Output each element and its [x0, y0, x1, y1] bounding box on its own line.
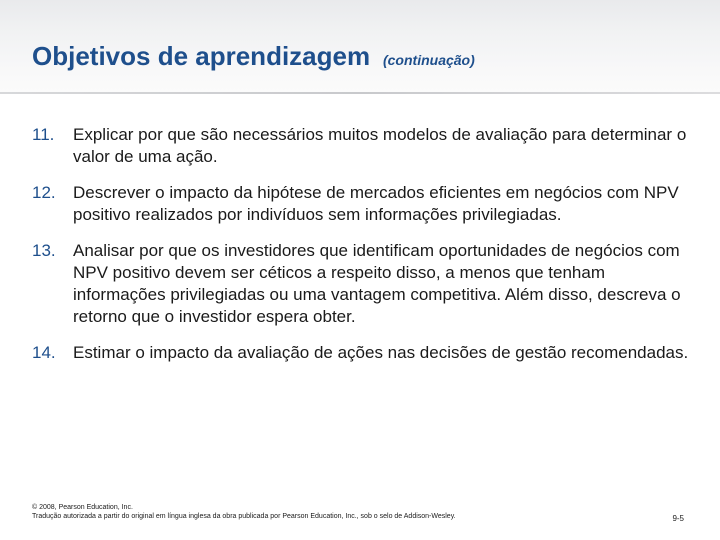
footer-copyright	[32, 503, 456, 521]
objective-text: Estimar o impacto da avaliação de ações nas decisões de gestão recomendadas.	[73, 343, 689, 362]
objective-number: 14.	[32, 343, 56, 362]
objective-number: 12.	[32, 183, 56, 202]
slide-title	[32, 36, 475, 73]
objective-text: Analisar por que os investidores que identificam oportunidades de negócios com NPV positivo devem ser céticos a respeito disso, a menos que tenham informações privilegiadas ou uma vantagem competitiva. Além disso, descreva o retorno que o investidor espera obter.	[73, 241, 681, 326]
header-divider	[0, 92, 720, 94]
objective-item-13	[32, 240, 692, 328]
objective-item-11	[32, 124, 692, 168]
title-main: Objetivos de aprendizagem	[32, 41, 371, 71]
objective-number: 11.	[32, 125, 55, 144]
copyright-line: © 2008, Pearson Education, Inc.	[32, 504, 133, 511]
objective-text: Explicar por que são necessários muitos modelos de avaliação para determinar o valor de uma ação.	[73, 125, 687, 166]
objective-item-14	[32, 342, 692, 364]
objective-number: 13.	[32, 241, 56, 260]
objectives-list	[32, 124, 692, 378]
translation-note: Tradução autorizada a partir do original em língua inglesa da obra publicada por Pearson Education, Inc., sob o selo de Addison-Wesley.	[32, 513, 456, 520]
page-number: 9-5	[672, 514, 684, 523]
objective-text: Descrever o impacto da hipótese de mercados eficientes em negócios com NPV positivo realizados por indivíduos sem informações privilegiadas.	[73, 183, 679, 224]
title-suffix: (continuação)	[382, 52, 475, 68]
objective-item-12	[32, 182, 692, 226]
